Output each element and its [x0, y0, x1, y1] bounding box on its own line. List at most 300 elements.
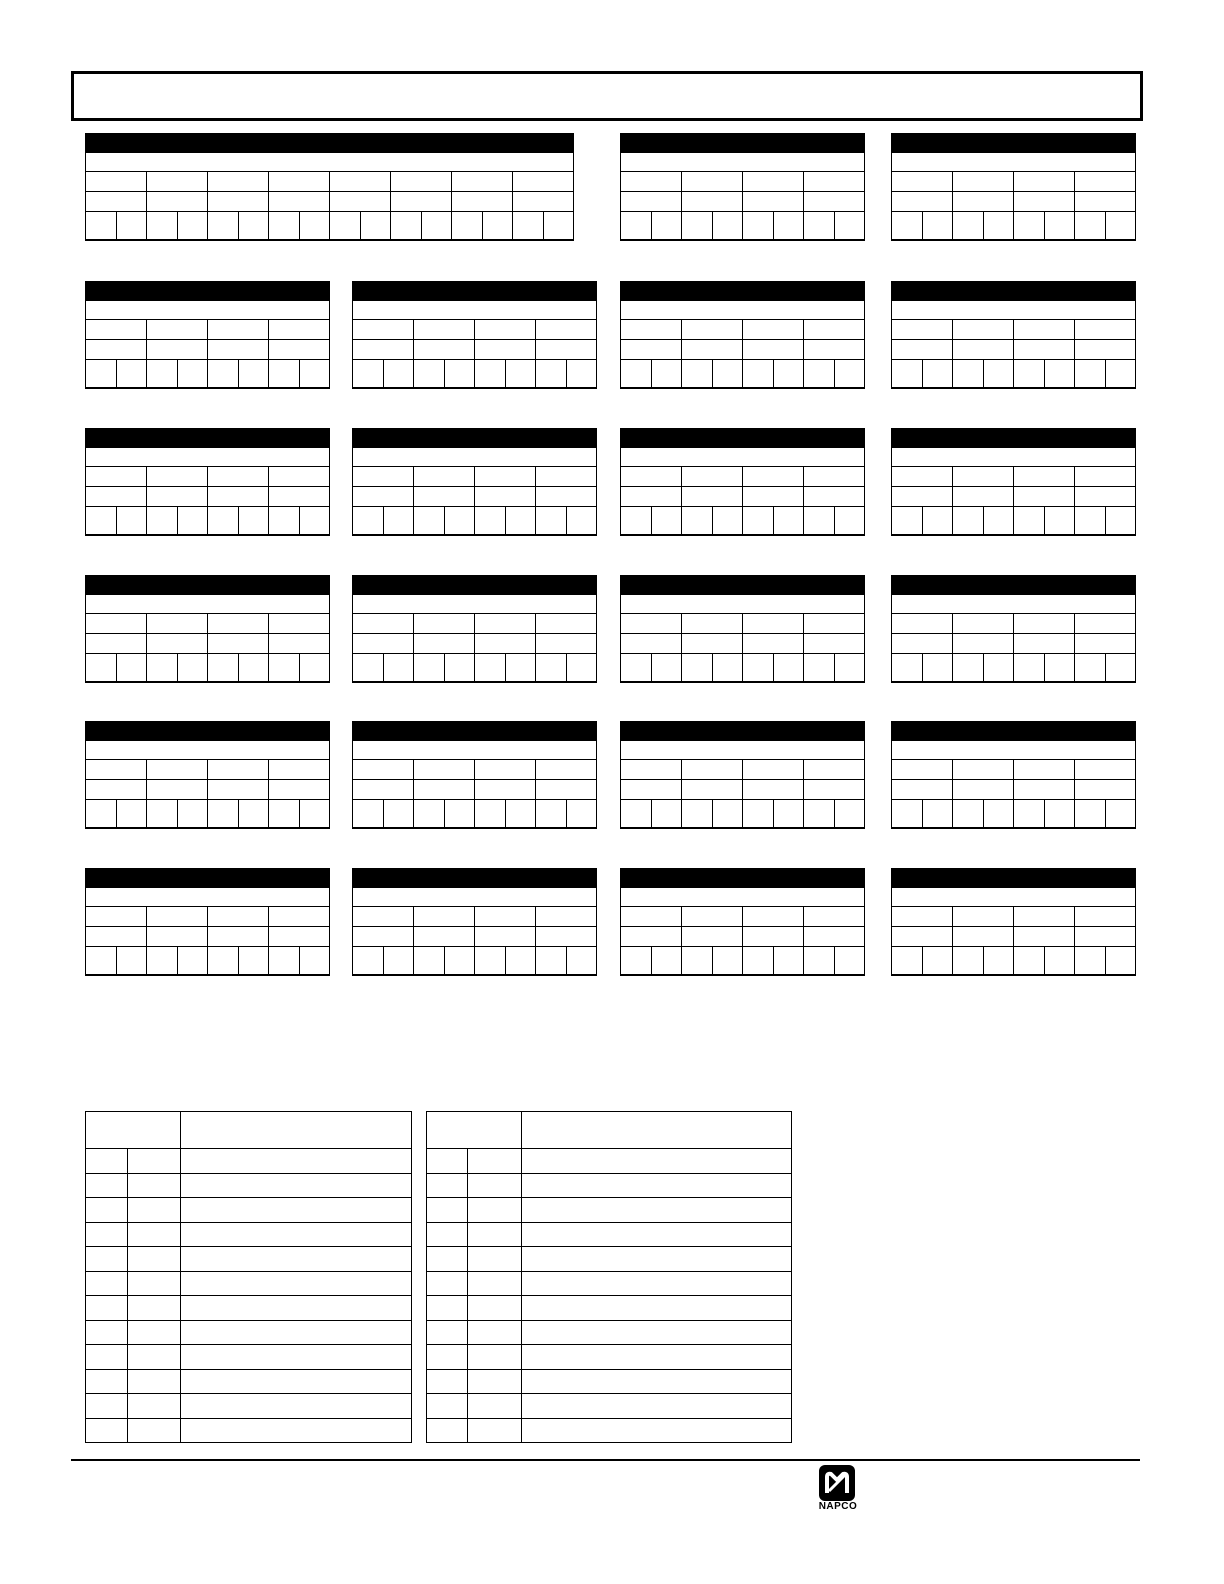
legend-cell-b[interactable]: [468, 1149, 522, 1174]
legend-cell-b[interactable]: [468, 1271, 522, 1296]
entry-box[interactable]: [1075, 507, 1106, 534]
entry-box[interactable]: [536, 654, 567, 681]
grid-block-subheader: [621, 888, 864, 907]
legend-cell-a[interactable]: [427, 1296, 468, 1321]
entry-box[interactable]: [1106, 947, 1136, 974]
legend-cell-b[interactable]: [128, 1345, 181, 1370]
entry-box[interactable]: [117, 212, 148, 239]
entry-box[interactable]: [652, 947, 683, 974]
legend-cell-b[interactable]: [128, 1320, 181, 1345]
entry-box[interactable]: [208, 212, 239, 239]
entry-box[interactable]: [923, 947, 954, 974]
entry-box[interactable]: [147, 507, 178, 534]
grid-cell: [743, 927, 804, 946]
legend-cell-a[interactable]: [86, 1247, 128, 1272]
entry-box[interactable]: [445, 507, 476, 534]
legend-cell-b[interactable]: [468, 1394, 522, 1419]
entry-box[interactable]: [1045, 800, 1076, 827]
entry-box[interactable]: [1106, 507, 1136, 534]
entry-box[interactable]: [923, 212, 954, 239]
entry-box[interactable]: [384, 654, 415, 681]
legend-cell-description[interactable]: [181, 1296, 412, 1321]
entry-box[interactable]: [1106, 212, 1136, 239]
legend-cell-a[interactable]: [427, 1173, 468, 1198]
legend-cell-description[interactable]: [181, 1198, 412, 1223]
entry-box[interactable]: [86, 507, 117, 534]
entry-box[interactable]: [445, 360, 476, 387]
legend-cell-description[interactable]: [181, 1320, 412, 1345]
entry-box[interactable]: [300, 947, 330, 974]
entry-box[interactable]: [774, 212, 805, 239]
entry-box[interactable]: [117, 800, 148, 827]
entry-box[interactable]: [300, 212, 331, 239]
entry-box[interactable]: [414, 360, 445, 387]
grid-block-r4-c4: [891, 575, 1136, 683]
entry-box[interactable]: [652, 212, 683, 239]
grid-block-subheader: [86, 153, 573, 172]
grid-cell: [475, 320, 536, 339]
legend-cell-description[interactable]: [181, 1394, 412, 1419]
entry-box[interactable]: [178, 947, 209, 974]
grid-block-label-row: [892, 320, 1135, 340]
entry-box[interactable]: [652, 800, 683, 827]
entry-box[interactable]: [835, 212, 865, 239]
grid-cell: [414, 487, 475, 506]
entry-box[interactable]: [353, 947, 384, 974]
entry-box[interactable]: [804, 212, 835, 239]
legend-cell-a[interactable]: [427, 1320, 468, 1345]
entry-box[interactable]: [567, 507, 597, 534]
entry-box[interactable]: [984, 212, 1015, 239]
grid-cell: [743, 172, 804, 191]
entry-box[interactable]: [147, 947, 178, 974]
entry-box[interactable]: [117, 507, 148, 534]
entry-box[interactable]: [391, 212, 422, 239]
entry-box[interactable]: [361, 212, 392, 239]
entry-box[interactable]: [774, 507, 805, 534]
entry-box[interactable]: [743, 212, 774, 239]
entry-box[interactable]: [892, 360, 923, 387]
entry-box[interactable]: [475, 507, 506, 534]
entry-box[interactable]: [804, 800, 835, 827]
entry-box[interactable]: [384, 360, 415, 387]
legend-cell-description[interactable]: [522, 1418, 792, 1443]
entry-box[interactable]: [178, 212, 209, 239]
entry-box[interactable]: [483, 212, 514, 239]
entry-box[interactable]: [384, 507, 415, 534]
entry-box[interactable]: [353, 800, 384, 827]
entry-box[interactable]: [300, 654, 330, 681]
entry-box[interactable]: [475, 654, 506, 681]
entry-box[interactable]: [475, 947, 506, 974]
entry-box[interactable]: [269, 507, 300, 534]
legend-cell-a[interactable]: [86, 1394, 128, 1419]
legend-cell-description[interactable]: [522, 1369, 792, 1394]
entry-box[interactable]: [536, 360, 567, 387]
entry-box[interactable]: [239, 947, 270, 974]
legend-cell-b[interactable]: [128, 1271, 181, 1296]
entry-box[interactable]: [984, 507, 1015, 534]
entry-box[interactable]: [984, 654, 1015, 681]
legend-cell-a[interactable]: [427, 1418, 468, 1443]
entry-box[interactable]: [923, 800, 954, 827]
grid-block-label-row: [353, 760, 596, 780]
legend-cell-a[interactable]: [86, 1320, 128, 1345]
grid-cell: [147, 780, 208, 799]
grid-cell: [682, 634, 743, 653]
legend-cell-b[interactable]: [128, 1369, 181, 1394]
entry-box[interactable]: [300, 360, 330, 387]
legend-cell-a[interactable]: [427, 1198, 468, 1223]
grid-block-r2-c3: [620, 281, 865, 389]
entry-box[interactable]: [536, 947, 567, 974]
entry-box[interactable]: [475, 800, 506, 827]
entry-box[interactable]: [1075, 800, 1106, 827]
grid-block-subheader: [86, 595, 329, 614]
legend-cell-a[interactable]: [427, 1369, 468, 1394]
entry-box[interactable]: [835, 507, 865, 534]
entry-box[interactable]: [835, 947, 865, 974]
entry-box[interactable]: [835, 360, 865, 387]
entry-box[interactable]: [1014, 654, 1045, 681]
entry-box[interactable]: [923, 507, 954, 534]
entry-box[interactable]: [445, 947, 476, 974]
entry-box[interactable]: [804, 507, 835, 534]
entry-box[interactable]: [892, 947, 923, 974]
entry-box[interactable]: [117, 654, 148, 681]
legend-cell-a[interactable]: [86, 1418, 128, 1443]
entry-box[interactable]: [1045, 947, 1076, 974]
entry-box[interactable]: [923, 360, 954, 387]
entry-box[interactable]: [953, 654, 984, 681]
legend-cell-b[interactable]: [468, 1247, 522, 1272]
legend-cell-description[interactable]: [181, 1247, 412, 1272]
entry-box[interactable]: [1075, 212, 1106, 239]
entry-box[interactable]: [1014, 947, 1045, 974]
entry-box[interactable]: [621, 360, 652, 387]
entry-box[interactable]: [804, 360, 835, 387]
legend-cell-description[interactable]: [522, 1173, 792, 1198]
grid-block-entry-row: [353, 800, 596, 827]
entry-box[interactable]: [86, 947, 117, 974]
legend-cell-a[interactable]: [86, 1222, 128, 1247]
entry-box[interactable]: [774, 947, 805, 974]
entry-box[interactable]: [208, 654, 239, 681]
entry-box[interactable]: [414, 947, 445, 974]
entry-box[interactable]: [984, 360, 1015, 387]
grid-block-r5-c3: [620, 721, 865, 829]
grid-block-label-row: [86, 320, 329, 340]
grid-block-label-row: [621, 760, 864, 780]
legend-cell-description[interactable]: [181, 1271, 412, 1296]
entry-box[interactable]: [743, 360, 774, 387]
legend-cell-a[interactable]: [427, 1271, 468, 1296]
entry-box[interactable]: [86, 800, 117, 827]
entry-box[interactable]: [506, 947, 537, 974]
entry-box[interactable]: [353, 654, 384, 681]
grid-cell: [269, 340, 329, 359]
entry-box[interactable]: [774, 800, 805, 827]
entry-box[interactable]: [269, 212, 300, 239]
napco-logo-text: NAPCO: [818, 1501, 858, 1512]
entry-box[interactable]: [652, 360, 683, 387]
entry-box[interactable]: [147, 360, 178, 387]
grid-block-label-row: [892, 467, 1135, 487]
legend-cell-description[interactable]: [522, 1345, 792, 1370]
legend-cell-a[interactable]: [427, 1247, 468, 1272]
grid-block-header: [353, 429, 596, 448]
entry-box[interactable]: [117, 360, 148, 387]
grid-block-entry-row: [621, 947, 864, 974]
entry-box[interactable]: [506, 360, 537, 387]
entry-box[interactable]: [414, 800, 445, 827]
entry-box[interactable]: [1106, 360, 1136, 387]
entry-box[interactable]: [86, 360, 117, 387]
entry-box[interactable]: [835, 800, 865, 827]
legend-cell-b[interactable]: [128, 1173, 181, 1198]
legend-cell-description[interactable]: [181, 1222, 412, 1247]
entry-box[interactable]: [506, 507, 537, 534]
grid-cell: [804, 614, 864, 633]
entry-box[interactable]: [892, 212, 923, 239]
entry-box[interactable]: [567, 654, 597, 681]
legend-cell-a[interactable]: [86, 1149, 128, 1174]
legend-cell-b[interactable]: [128, 1222, 181, 1247]
entry-box[interactable]: [147, 212, 178, 239]
legend-cell-b[interactable]: [468, 1173, 522, 1198]
legend-cell-a[interactable]: [427, 1394, 468, 1419]
entry-box[interactable]: [208, 800, 239, 827]
entry-box[interactable]: [117, 947, 148, 974]
entry-box[interactable]: [621, 654, 652, 681]
entry-box[interactable]: [984, 947, 1015, 974]
entry-box[interactable]: [1075, 360, 1106, 387]
entry-box[interactable]: [953, 507, 984, 534]
entry-box[interactable]: [1014, 212, 1045, 239]
entry-box[interactable]: [621, 507, 652, 534]
entry-box[interactable]: [414, 507, 445, 534]
entry-box[interactable]: [743, 507, 774, 534]
entry-box[interactable]: [300, 800, 330, 827]
entry-box[interactable]: [621, 212, 652, 239]
entry-box[interactable]: [544, 212, 574, 239]
entry-box[interactable]: [1075, 654, 1106, 681]
entry-box[interactable]: [269, 654, 300, 681]
entry-box[interactable]: [208, 947, 239, 974]
entry-box[interactable]: [269, 360, 300, 387]
legend-cell-description[interactable]: [522, 1247, 792, 1272]
legend-cell-b[interactable]: [468, 1296, 522, 1321]
entry-box[interactable]: [713, 507, 744, 534]
entry-box[interactable]: [774, 360, 805, 387]
entry-box[interactable]: [147, 654, 178, 681]
entry-box[interactable]: [804, 947, 835, 974]
grid-cell: [353, 760, 414, 779]
grid-block-label-row: [621, 340, 864, 360]
entry-box[interactable]: [774, 654, 805, 681]
entry-box[interactable]: [713, 800, 744, 827]
entry-box[interactable]: [445, 800, 476, 827]
legend-cell-b[interactable]: [468, 1418, 522, 1443]
entry-box[interactable]: [892, 507, 923, 534]
entry-box[interactable]: [743, 654, 774, 681]
entry-box[interactable]: [953, 800, 984, 827]
grid-cell: [353, 320, 414, 339]
entry-box[interactable]: [422, 212, 453, 239]
entry-box[interactable]: [536, 507, 567, 534]
entry-box[interactable]: [384, 800, 415, 827]
grid-cell: [743, 192, 804, 211]
legend-cell-a[interactable]: [86, 1369, 128, 1394]
entry-box[interactable]: [1045, 212, 1076, 239]
entry-box[interactable]: [330, 212, 361, 239]
entry-box[interactable]: [953, 947, 984, 974]
entry-box[interactable]: [743, 947, 774, 974]
entry-box[interactable]: [1045, 507, 1076, 534]
legend-cell-description[interactable]: [522, 1271, 792, 1296]
entry-box[interactable]: [208, 360, 239, 387]
grid-block-r4-c1: [85, 575, 330, 683]
entry-box[interactable]: [713, 654, 744, 681]
grid-block-label-row: [621, 927, 864, 947]
entry-box[interactable]: [835, 654, 865, 681]
entry-box[interactable]: [353, 360, 384, 387]
entry-box[interactable]: [86, 212, 117, 239]
legend-cell-b[interactable]: [128, 1198, 181, 1223]
entry-box[interactable]: [953, 360, 984, 387]
entry-box[interactable]: [713, 360, 744, 387]
legend-table-right: [426, 1111, 792, 1443]
entry-box[interactable]: [713, 212, 744, 239]
entry-box[interactable]: [239, 212, 270, 239]
entry-box[interactable]: [475, 360, 506, 387]
entry-box[interactable]: [892, 800, 923, 827]
entry-box[interactable]: [1014, 360, 1045, 387]
entry-box[interactable]: [621, 800, 652, 827]
legend-cell-b[interactable]: [128, 1394, 181, 1419]
entry-box[interactable]: [621, 947, 652, 974]
entry-box[interactable]: [713, 947, 744, 974]
legend-cell-a[interactable]: [86, 1296, 128, 1321]
entry-box[interactable]: [513, 212, 544, 239]
entry-box[interactable]: [682, 947, 713, 974]
grid-cell: [1075, 927, 1135, 946]
entry-box[interactable]: [452, 212, 483, 239]
legend-cell-description[interactable]: [522, 1198, 792, 1223]
entry-box[interactable]: [178, 800, 209, 827]
entry-box[interactable]: [506, 800, 537, 827]
entry-box[interactable]: [984, 800, 1015, 827]
entry-box[interactable]: [743, 800, 774, 827]
legend-cell-a[interactable]: [86, 1345, 128, 1370]
grid-block-subheader: [892, 595, 1135, 614]
legend-cell-b[interactable]: [468, 1222, 522, 1247]
entry-box[interactable]: [269, 800, 300, 827]
entry-box[interactable]: [682, 212, 713, 239]
legend-cell-a[interactable]: [86, 1271, 128, 1296]
entry-box[interactable]: [506, 654, 537, 681]
entry-box[interactable]: [239, 800, 270, 827]
entry-box[interactable]: [1045, 654, 1076, 681]
legend-cell-description[interactable]: [181, 1369, 412, 1394]
entry-box[interactable]: [300, 507, 330, 534]
entry-box[interactable]: [1106, 800, 1136, 827]
entry-box[interactable]: [567, 947, 597, 974]
entry-box[interactable]: [1106, 654, 1136, 681]
grid-block-label-row: [353, 320, 596, 340]
legend-cell-b[interactable]: [468, 1345, 522, 1370]
entry-box[interactable]: [239, 360, 270, 387]
legend-cell-b[interactable]: [128, 1418, 181, 1443]
entry-box[interactable]: [1014, 507, 1045, 534]
legend-cell-b[interactable]: [128, 1247, 181, 1272]
legend-cell-a[interactable]: [427, 1345, 468, 1370]
legend-cell-b[interactable]: [128, 1149, 181, 1174]
entry-box[interactable]: [567, 360, 597, 387]
entry-box[interactable]: [652, 507, 683, 534]
legend-cell-description[interactable]: [522, 1222, 792, 1247]
legend-cell-a[interactable]: [86, 1173, 128, 1198]
entry-box[interactable]: [1075, 947, 1106, 974]
entry-box[interactable]: [239, 654, 270, 681]
entry-box[interactable]: [682, 360, 713, 387]
legend-cell-description[interactable]: [522, 1296, 792, 1321]
entry-box[interactable]: [86, 654, 117, 681]
entry-box[interactable]: [953, 212, 984, 239]
legend-cell-description[interactable]: [522, 1320, 792, 1345]
entry-box[interactable]: [682, 800, 713, 827]
grid-cell: [391, 172, 452, 191]
entry-box[interactable]: [652, 654, 683, 681]
entry-box[interactable]: [353, 507, 384, 534]
legend-cell-a[interactable]: [427, 1149, 468, 1174]
entry-box[interactable]: [147, 800, 178, 827]
entry-box[interactable]: [804, 654, 835, 681]
legend-cell-b[interactable]: [128, 1296, 181, 1321]
legend-cell-description[interactable]: [181, 1173, 412, 1198]
entry-box[interactable]: [682, 507, 713, 534]
entry-box[interactable]: [445, 654, 476, 681]
legend-cell-description[interactable]: [181, 1418, 412, 1443]
legend-cell-b[interactable]: [468, 1320, 522, 1345]
entry-box[interactable]: [178, 507, 209, 534]
entry-box[interactable]: [682, 654, 713, 681]
entry-box[interactable]: [239, 507, 270, 534]
entry-box[interactable]: [178, 654, 209, 681]
entry-box[interactable]: [1045, 360, 1076, 387]
entry-box[interactable]: [567, 800, 597, 827]
entry-box[interactable]: [178, 360, 209, 387]
legend-cell-description[interactable]: [181, 1345, 412, 1370]
entry-box[interactable]: [414, 654, 445, 681]
entry-box[interactable]: [892, 654, 923, 681]
legend-cell-description[interactable]: [522, 1394, 792, 1419]
entry-box[interactable]: [1014, 800, 1045, 827]
entry-box[interactable]: [923, 654, 954, 681]
grid-block-r3-c3: [620, 428, 865, 536]
legend-cell-b[interactable]: [468, 1369, 522, 1394]
legend-cell-description[interactable]: [181, 1149, 412, 1174]
entry-box[interactable]: [269, 947, 300, 974]
legend-cell-description[interactable]: [522, 1149, 792, 1174]
entry-box[interactable]: [536, 800, 567, 827]
entry-box[interactable]: [208, 507, 239, 534]
legend-cell-a[interactable]: [86, 1198, 128, 1223]
legend-cell-a[interactable]: [427, 1222, 468, 1247]
entry-box[interactable]: [384, 947, 415, 974]
grid-cell: [1014, 467, 1075, 486]
legend-cell-b[interactable]: [468, 1198, 522, 1223]
